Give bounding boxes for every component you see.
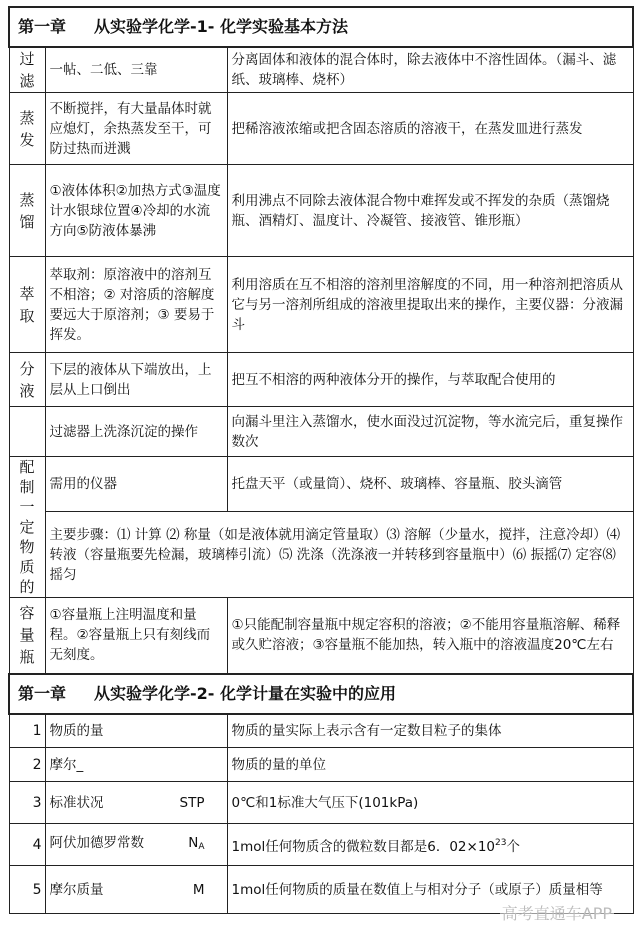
table-row	[9, 512, 633, 598]
row-name-char: 分	[19, 359, 35, 378]
section-title	[9, 674, 633, 714]
table-row	[9, 257, 633, 353]
row-name	[9, 353, 45, 407]
row-name-char: 配	[19, 458, 35, 476]
table-row	[9, 165, 633, 257]
chapter-label: 第一章	[18, 17, 67, 36]
description-superscript: 23	[495, 837, 507, 848]
symbol-subscript: A	[198, 841, 205, 852]
description-text: 物质的量的单位	[231, 756, 326, 773]
row-name-char: 的	[19, 578, 35, 596]
row-number: 3	[9, 782, 45, 824]
row-number: 1	[9, 714, 45, 748]
row-description: 利用溶质在互不相溶的溶剂里溶解度的不同，用一种溶剂把溶质从它与另一溶剂所组成的溶液里提取出来的操作，主要仪器：分液漏斗	[227, 257, 633, 353]
row-description	[227, 824, 633, 866]
row-description: 分离固体和液体的混合体时，除去液体中不溶性固体。（漏斗、滤纸、玻璃棒、烧杯）	[227, 47, 633, 93]
term-wrap	[50, 833, 223, 857]
symbol-text: M	[192, 881, 205, 898]
row-name	[9, 457, 45, 598]
row-key-points: ①液体体积②加热方式③温度计水银球位置④冷却的水流方向⑤防液体暴沸	[45, 165, 227, 257]
row-description: 把互不相溶的两种液体分开的操作，与萃取配合使用的	[227, 353, 633, 407]
row-key-points: 下层的液体从下端放出，上层从上口倒出	[45, 353, 227, 407]
row-name	[9, 93, 45, 165]
chapter-label: 第一章	[18, 683, 67, 703]
watermark: 高考直通车APP	[500, 901, 614, 924]
row-number: 2	[9, 748, 45, 782]
table-row	[9, 782, 633, 824]
row-term	[45, 748, 227, 782]
row-term	[45, 782, 227, 824]
row-name-char: 发	[19, 130, 35, 149]
term-symbol	[193, 880, 205, 900]
table-body	[9, 7, 633, 914]
term-wrap	[50, 755, 223, 775]
symbol-text: STP	[179, 794, 205, 811]
chemistry-summary-table	[8, 6, 634, 914]
row-description: 把稀溶液浓缩或把含固态溶质的溶液干，在蒸发皿进行蒸发	[227, 93, 633, 165]
row-term	[45, 866, 227, 914]
row-key-points: ①容量瓶上注明温度和量程。②容量瓶上只有刻线而无刻度。	[45, 598, 227, 674]
row-number: 4	[9, 824, 45, 866]
section-title	[9, 7, 633, 47]
description-text: 1mol任何物质的质量在数值上与相对分子（或原子）质量相等	[231, 881, 603, 898]
row-name	[9, 165, 45, 257]
row-key-points: 过滤器上洗涤沉淀的操作	[45, 407, 227, 457]
row-name-char: 容	[19, 604, 35, 623]
symbol-text: N	[188, 834, 199, 851]
row-name-char: 萃	[19, 284, 35, 303]
row-name-char: 物	[19, 538, 35, 556]
row-name-char: 质	[19, 558, 35, 576]
term-wrap	[50, 721, 223, 741]
section-header	[9, 674, 633, 714]
row-key-points: 萃取剂：原溶液中的溶剂互不相溶；② 对溶质的溶解度要远大于原溶剂；③ 要易于挥发。	[45, 257, 227, 353]
section-title-text: 从实验学化学-2- 化学计量在实验中的应用	[94, 683, 397, 703]
term-symbol	[180, 793, 205, 813]
row-name	[9, 257, 45, 353]
table-row	[9, 47, 633, 93]
row-name-char: 一	[19, 498, 35, 516]
row-description	[227, 748, 633, 782]
table-row	[9, 714, 633, 748]
row-name-char: 取	[19, 306, 35, 325]
row-name-char: 定	[19, 518, 35, 536]
row-description	[227, 782, 633, 824]
row-name	[9, 598, 45, 674]
row-name-char: 制	[19, 478, 35, 496]
row-name-char: 瓶	[19, 648, 35, 667]
description-text: 物质的量实际上表示含有一定数目粒子的集体	[231, 722, 502, 739]
table-row	[9, 824, 633, 866]
row-term	[45, 714, 227, 748]
description-tail: 个	[506, 838, 520, 855]
row-description: ①只能配制容量瓶中规定容积的溶液；②不能用容量瓶溶解、稀释或久贮溶液；③容量瓶不能加热，转入瓶中的溶液温度20℃左右	[227, 598, 633, 674]
term-symbol	[188, 833, 204, 857]
row-description: 利用沸点不同除去液体混合物中难挥发或不挥发的杂质（蒸馏烧瓶、酒精灯、温度计、冷凝管、接液管、锥形瓶）	[227, 165, 633, 257]
row-name	[9, 47, 45, 93]
term-text: 摩尔_	[49, 756, 84, 773]
instrument-label: 需用的仪器	[45, 457, 227, 512]
row-name-char: 馏	[19, 212, 35, 231]
row-description	[227, 714, 633, 748]
section-header	[9, 7, 633, 47]
row-key-points: 一帖、二低、三靠	[45, 47, 227, 93]
description-text: 1mol任何物质含的微粒数目都是6．02×10	[231, 838, 496, 855]
term-text: 摩尔质量	[49, 881, 104, 898]
row-term	[45, 824, 227, 866]
table-row	[9, 353, 633, 407]
term-text: 标准状况	[49, 794, 104, 811]
table-row	[9, 598, 633, 674]
row-name-char: 过	[19, 50, 35, 68]
table-row	[9, 407, 633, 457]
row-number: 5	[9, 866, 45, 914]
term-wrap	[50, 793, 223, 813]
term-text: 阿伏加德罗常数	[49, 834, 144, 851]
table-row	[9, 93, 633, 165]
term-wrap	[50, 880, 223, 900]
prep-steps: 主要步骤：⑴ 计算 ⑵ 称量（如是液体就用滴定管量取）⑶ 溶解（少量水，搅拌，注意冷却）⑷ 转液（容量瓶要先检漏，玻璃棒引流）⑸ 洗涤（洗涤液一并转移到容量瓶中）⑹ 振摇⑺ 定容⑻ 摇匀	[45, 512, 633, 598]
row-name-char: 液	[19, 381, 35, 400]
row-name-char: 滤	[19, 72, 35, 90]
instrument-description: 托盘天平（或量筒）、烧杯、玻璃棒、容量瓶、胶头滴管	[227, 457, 633, 512]
row-description: 向漏斗里注入蒸馏水，使水面没过沉淀物，等水流完后，重复操作数次	[227, 407, 633, 457]
row-name-char: 蒸	[19, 190, 35, 209]
row-name	[9, 407, 45, 457]
row-name-char: 蒸	[19, 108, 35, 127]
table-row	[9, 748, 633, 782]
row-name-char: 量	[19, 626, 35, 645]
section-title-text: 从实验学化学-1- 化学实验基本方法	[94, 17, 349, 36]
term-text: 物质的量	[49, 722, 104, 739]
row-key-points: 不断搅拌，有大量晶体时就应熄灯，余热蒸发至干，可防过热而迸溅	[45, 93, 227, 165]
description-text: 0℃和1标准大气压下(101kPa)	[231, 794, 419, 811]
table-row	[9, 457, 633, 512]
